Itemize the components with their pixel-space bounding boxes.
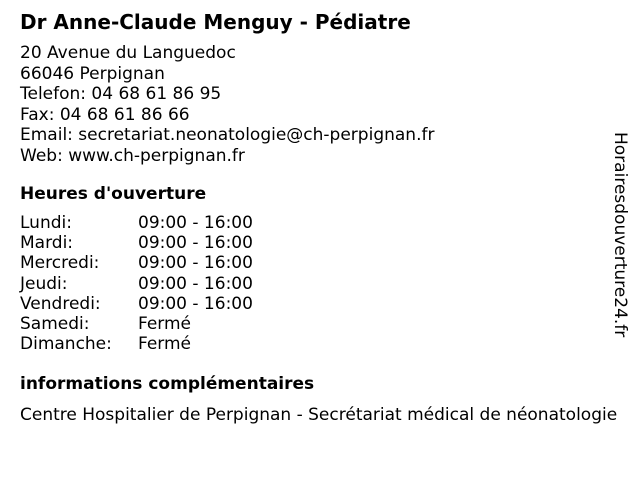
hours-day: Vendredi: [20, 293, 101, 314]
hours-heading: Heures d'ouverture [20, 184, 207, 204]
info-heading: informations complémentaires [20, 374, 315, 394]
info-text: Centre Hospitalier de Perpignan - Secrétariat médical de néonatologie [20, 405, 618, 425]
hours-day: Lundi: [20, 213, 72, 233]
side-brand-watermark: Horairesdouverture24.fr [610, 132, 630, 338]
address-city: 66046 Perpignan [20, 63, 165, 84]
contact-block [20, 43, 434, 166]
hours-time: 09:00 - 16:00 [138, 273, 253, 294]
email-address: Email: secretariat.neonatologie@ch-perpignan.fr [20, 125, 435, 145]
hours-time: 09:00 - 16:00 [138, 293, 253, 314]
phone-number: Telefon: 04 68 61 86 95 [20, 84, 222, 104]
hours-time: 09:00 - 16:00 [138, 253, 253, 274]
hours-day: Jeudi: [20, 273, 68, 294]
hours-day: Mercredi: [20, 253, 100, 274]
hours-time: 09:00 - 16:00 [138, 213, 253, 233]
website: Web: www.ch-perpignan.fr [20, 145, 245, 166]
hours-day: Mardi: [20, 233, 74, 254]
address-street: 20 Avenue du Languedoc [20, 43, 236, 63]
hours-time: Fermé [138, 313, 192, 334]
hours-time: Fermé [138, 334, 192, 355]
hours-day: Dimanche: [20, 334, 112, 355]
page-title: Dr Anne-Claude Menguy - Pédiatre [20, 10, 411, 34]
hours-day: Samedi: [20, 313, 90, 334]
hours-time: 09:00 - 16:00 [138, 233, 253, 254]
fax-number: Fax: 04 68 61 86 66 [20, 104, 190, 125]
